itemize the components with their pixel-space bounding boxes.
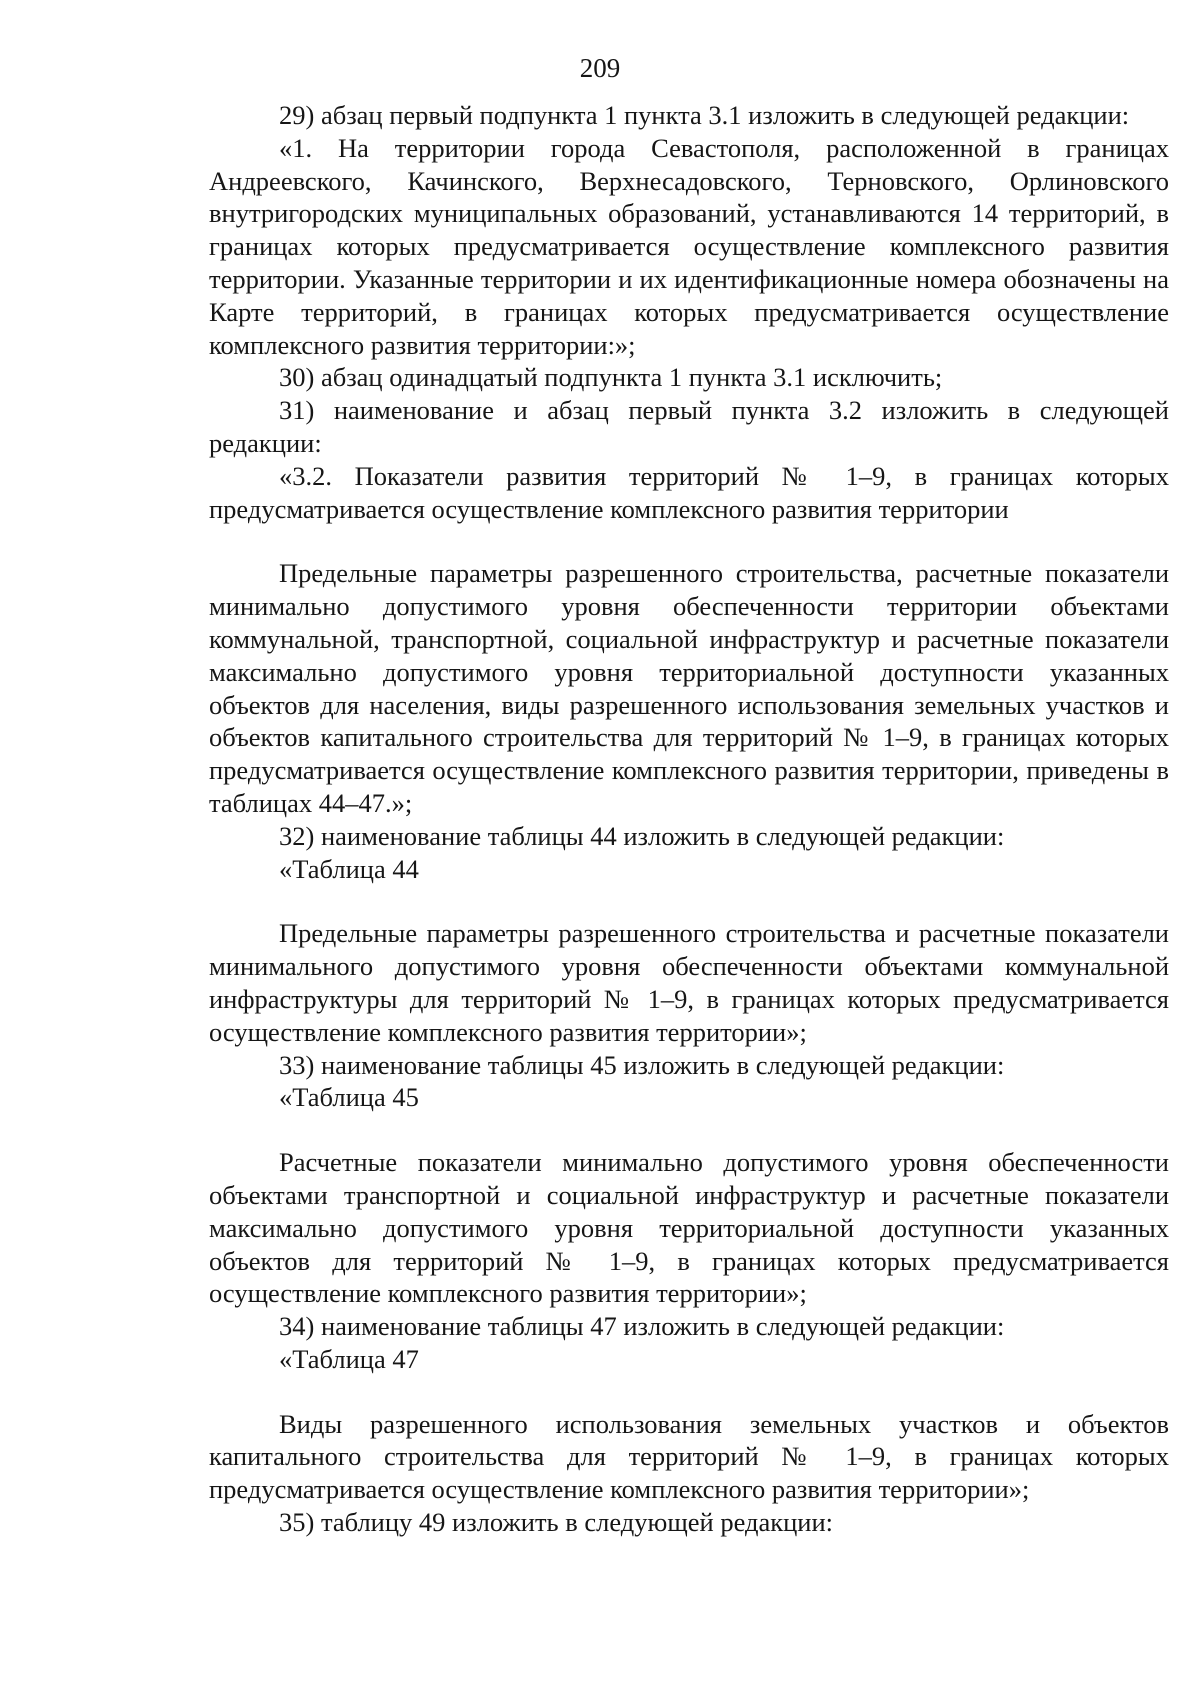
amendment-33: 33) наименование таблицы 45 изложить в следующей редакции: xyxy=(279,1049,1005,1080)
amendment-31-quote-heading: «3.2. Показатели развития территорий № 1–9, в границах которых предусматривается осуществление комплексного развития территории xyxy=(209,460,1169,524)
paragraph-gap xyxy=(209,1376,1169,1408)
table-47-label: «Таблица 47 xyxy=(279,1343,419,1374)
amendment-30: 30) абзац одинадцатый подпункта 1 пункта 3.1 исключить; xyxy=(279,362,943,393)
amendment-31: 31) наименование и абзац первый пункта 3.2 изложить в следующей редакции: xyxy=(209,395,1169,458)
document-body xyxy=(209,99,1169,1539)
amendment-34: 34) наименование таблицы 47 изложить в следующей редакции: xyxy=(279,1311,1005,1342)
table-45-label: «Таблица 45 xyxy=(279,1082,419,1113)
table-47-title: Виды разрешенного использования земельных участков и объектов капитального строительства для территорий № 1–9, в границах которых предусматривается осуществление комплексного развития территории»; xyxy=(209,1408,1169,1505)
amendment-29: 29) абзац первый подпункта 1 пункта 3.1 изложить в следующей редакции: xyxy=(279,100,1130,130)
table-45-title: Расчетные показатели минимально допустимого уровня обеспеченности объектами транспортной и социальной инфраструктур и расчетные показатели максимально допустимого уровня территориальной доступности указанных объектов для территорий № 1–9, в границах которых предусматривается осуществление комплексного развития территории»; xyxy=(209,1147,1169,1309)
paragraph-gap xyxy=(209,525,1169,557)
paragraph-gap xyxy=(209,1114,1169,1146)
page-number: 209 xyxy=(579,53,621,83)
paragraph-gap xyxy=(209,885,1169,917)
amendment-32: 32) наименование таблицы 44 изложить в следующей редакции: xyxy=(279,820,1005,851)
table-44-label: «Таблица 44 xyxy=(279,853,419,884)
amendment-35: 35) таблицу 49 изложить в следующей редакции: xyxy=(279,1507,834,1538)
amendment-31-quote-body: Предельные параметры разрешенного строительства, расчетные показатели минимально допустимого уровня обеспеченности территории объектами коммунальной, транспортной, социальной инфраструктур и расчетные показатели максимально допустимого уровня территориальной доступности указанных объектов для населения, виды разрешенного использования земельных участков и объектов капитального строительства для территорий № 1–9, в границах которых предусматривается осуществление комплексного развития территории, приведены в таблицах 44–47.»; xyxy=(209,558,1169,818)
amendment-29-quote: «1. На территории города Севастополя, расположенной в границах Андреевского, Качинского, Верхнесадовского, Терновского, Орлиновского внутригородских муниципальных образований, устанавливаются 14 территорий, в границах которых предусматривается осуществление комплексного развития территории. Указанные территории и их идентификационные номера обозначены на Карте территорий, в границах которых предусматривается осуществление комплексного развития территории:»; xyxy=(209,132,1169,360)
table-44-title: Предельные параметры разрешенного строительства и расчетные показатели минимального допустимого уровня обеспеченности объектами коммунальной инфраструктуры для территорий № 1–9, в границах которых предусматривается осуществление комплексного развития территории»; xyxy=(209,918,1169,1047)
